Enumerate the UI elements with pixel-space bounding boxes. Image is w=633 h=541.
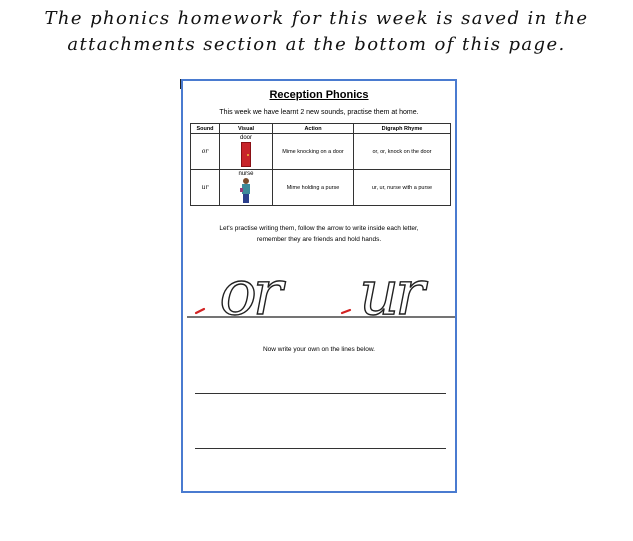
practice-instruction-line-1: Let's practise writing them, follow the arrow to write inside each letter,	[219, 225, 419, 232]
visual-cell	[220, 134, 273, 170]
writing-line	[195, 448, 446, 449]
intro-line-2: attachments section at the bottom of this page.	[67, 34, 566, 55]
worksheet-title: Reception Phonics	[269, 89, 369, 101]
rhyme-cell: ur, ur, nurse with a purse	[354, 170, 451, 206]
homework-intro	[0, 6, 633, 58]
phonics-worksheet	[181, 79, 457, 493]
action-cell: Mime holding a purse	[273, 170, 354, 206]
table-row	[191, 170, 451, 206]
tracing-letters-ur: ur	[359, 266, 421, 326]
worksheet-subtitle: This week we have learnt 2 new sounds, practise them at home.	[219, 109, 419, 116]
table-row	[191, 134, 451, 170]
arrow-icon	[196, 309, 204, 313]
practice-instruction	[183, 223, 455, 245]
phonics-table	[190, 123, 451, 206]
column-header-sound: Sound	[191, 124, 220, 134]
visual-word: door	[239, 135, 252, 141]
nurse-icon	[242, 178, 250, 203]
action-cell: Mime knocking on a door	[273, 134, 354, 170]
intro-line-1: The phonics homework for this week is saved in the	[44, 8, 589, 29]
writing-line	[195, 393, 446, 394]
writing-instruction: Now write your own on the lines below.	[262, 346, 375, 353]
door-icon	[241, 142, 251, 167]
arrow-icon	[342, 310, 350, 313]
column-header-action: Action	[273, 124, 354, 134]
tracing-letters-or: or	[219, 266, 279, 326]
rhyme-cell: or, or, knock on the door	[354, 134, 451, 170]
visual-cell	[220, 170, 273, 206]
visual-word: nurse	[238, 171, 254, 177]
table-header-row	[191, 124, 451, 134]
letter-tracing-area	[187, 266, 455, 326]
sound-cell: or	[191, 134, 220, 170]
practice-instruction-line-2: remember they are friends and hold hands.	[256, 236, 382, 243]
column-header-visual: Visual	[220, 124, 273, 134]
column-header-rhyme: Digraph Rhyme	[354, 124, 451, 134]
sound-cell: ur	[191, 170, 220, 206]
